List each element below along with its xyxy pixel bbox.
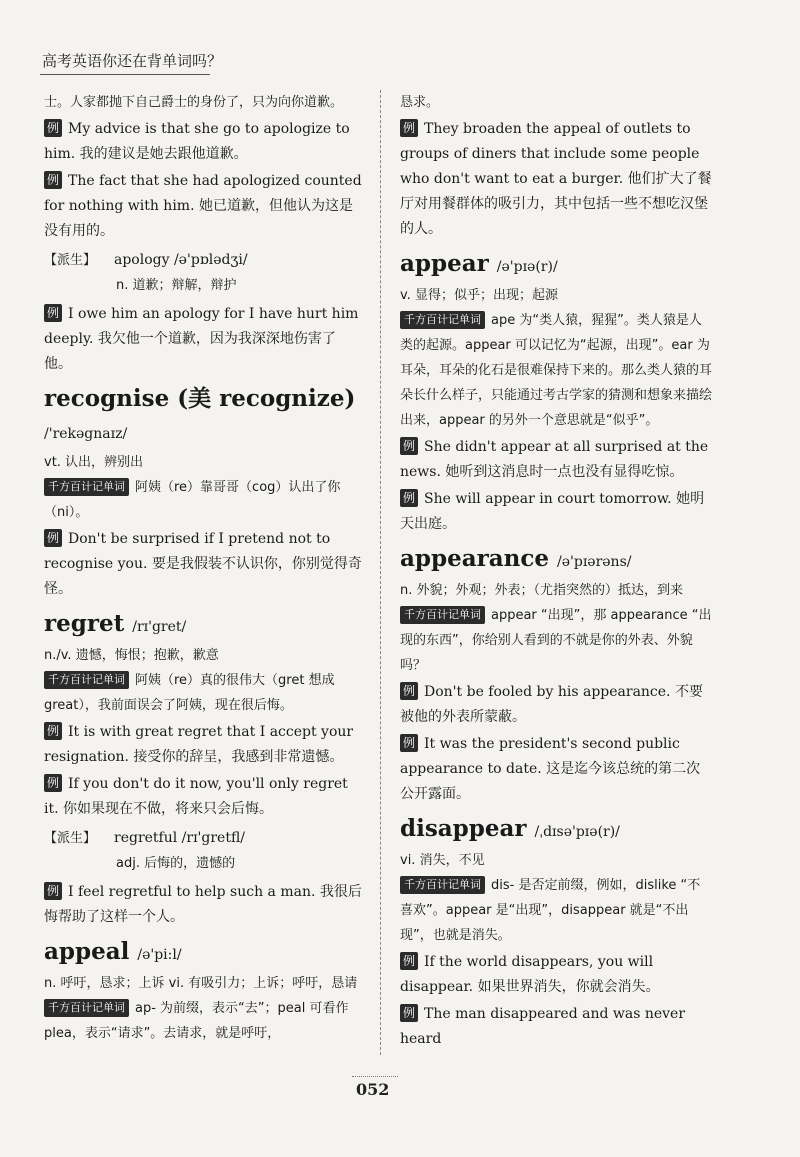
example-text: My advice is that she go to apologize to him. 我的建议是她去跟他道歉。 xyxy=(44,121,350,162)
memory-tip xyxy=(400,873,712,948)
memory-text: 阿姨（re）靠哥哥（cog）认出了你（ni）。 xyxy=(44,480,341,520)
pronunciation: /ə'pɪərəns/ xyxy=(557,554,632,570)
example-entry xyxy=(44,772,362,822)
example-text: If you don't do it now, you'll only regret it. 你如果现在不做，将来只会后悔。 xyxy=(44,776,348,817)
header-rule xyxy=(40,74,210,75)
pronunciation: /ə'pi:l/ xyxy=(137,947,182,963)
pronunciation: /ə'pɪə(r)/ xyxy=(496,259,558,275)
example-text: If the world disappears, you will disappear. 如果世界消失，你就会消失。 xyxy=(400,954,660,995)
definition: n./v. 遗憾，悔恨；抱歉，歉意 xyxy=(44,648,219,663)
headword-regret: regret /rɪ'gret/ xyxy=(44,610,187,637)
headword-disappear: disappear /ˌdɪsə'pɪə(r)/ xyxy=(400,815,620,842)
continued-text: 恳求。 xyxy=(400,95,440,110)
left-column xyxy=(44,90,362,1048)
memory-text: ap- 为前缀，表示“去”；peal 可看作 plea，表示“请求”。去请求，就是呼吁， xyxy=(44,1001,349,1041)
definition: n. 外貌；外观；外表；（尤指突然的）抵达，到来 xyxy=(400,583,684,598)
example-text: It is with great regret that I accept your resignation. 接受你的辞呈，我感到非常遗憾。 xyxy=(44,724,354,765)
memory-tip xyxy=(400,308,712,433)
example-entry xyxy=(400,435,712,485)
page-number: 052 xyxy=(356,1080,390,1099)
example-text: She didn't appear at all surprised at the news. 她听到这消息时一点也没有显得吃惊。 xyxy=(400,439,709,480)
definition: v. 显得；似乎；出现；起源 xyxy=(400,288,558,303)
derived-label: 【派生】 xyxy=(44,831,97,846)
derived-word: regretful /rɪ'gretfl/ xyxy=(114,830,246,846)
example-badge: 例 xyxy=(44,882,62,900)
continued-text: 士。人家都抛下自己爵士的身份了，只为向你道歉。 xyxy=(44,95,344,110)
example-entry xyxy=(400,487,712,537)
example-entry xyxy=(44,880,362,930)
example-text: It was the president's second public appearance to date. 这是迄今该总统的第二次公开露面。 xyxy=(400,736,701,802)
memory-badge: 千方百计记单词 xyxy=(400,606,485,624)
right-column xyxy=(400,90,712,1054)
example-badge: 例 xyxy=(44,529,62,547)
example-badge: 例 xyxy=(400,682,418,700)
memory-badge: 千方百计记单词 xyxy=(400,876,485,894)
example-text: She will appear in court tomorrow. 她明天出庭。 xyxy=(400,491,705,532)
derivative-block xyxy=(44,248,362,298)
memory-badge: 千方百计记单词 xyxy=(44,671,129,689)
memory-tip xyxy=(44,996,362,1046)
column-divider xyxy=(380,90,381,1055)
pronunciation: /rɪ'gret/ xyxy=(132,619,187,635)
memory-badge: 千方百计记单词 xyxy=(44,478,129,496)
example-entry xyxy=(400,680,712,730)
example-text: I feel regretful to help such a man. 我很后悔帮助了这样一个人。 xyxy=(44,884,362,925)
derivative-block xyxy=(44,826,362,876)
example-text: Don't be fooled by his appearance. 不要被他的外表所蒙蔽。 xyxy=(400,684,703,725)
example-entry xyxy=(400,950,712,1000)
example-text: They broaden the appeal of outlets to groups of diners that include some people who don't want to eat a burger. 他们扩大了餐厅对用餐群体的吸引力，其中包括一些不想吃汉堡的人。 xyxy=(400,121,712,237)
example-badge: 例 xyxy=(44,119,62,137)
example-badge: 例 xyxy=(44,774,62,792)
memory-text: 阿姨（re）真的很伟大（gret 想成 great），我前面误会了阿姨，现在很后悔。 xyxy=(44,673,335,713)
example-entry xyxy=(44,302,362,377)
example-text: The fact that she had apologized counted for nothing with him. 她已道歉，但他认为这是没有用的。 xyxy=(44,173,362,239)
derived-label: 【派生】 xyxy=(44,253,97,268)
definition: n. 呼吁，恳求；上诉 vi. 有吸引力；上诉；呼吁，恳请 xyxy=(44,976,358,991)
derived-definition: n. 道歉；辩解，辩护 xyxy=(116,278,237,293)
memory-tip xyxy=(44,475,362,525)
example-badge: 例 xyxy=(400,952,418,970)
example-entry xyxy=(44,169,362,244)
memory-text: ape 为“类人猿，猩猩”。类人猿是人类的起源。appear 可以记忆为“起源，出现”。ear 为耳朵，耳朵的化石是很难保持下来的。那么类人猿的耳朵长什么样子，只能通过考古学家的猜测和想象来描绘出来，appear 的另外一个意思就是“似乎”。 xyxy=(400,313,713,428)
example-badge: 例 xyxy=(44,171,62,189)
derived-word: apology /ə'pɒlədʒi/ xyxy=(114,252,248,268)
page-header: 高考英语你还在背单词吗？ xyxy=(42,52,223,70)
memory-tip xyxy=(400,603,712,678)
memory-badge: 千方百计记单词 xyxy=(44,999,129,1017)
memory-text: dis- 是否定前缀，例如，dislike “不喜欢”。appear 是“出现”，disappear 就是“不出现”，也就是消失。 xyxy=(400,878,701,943)
example-badge: 例 xyxy=(44,722,62,740)
example-badge: 例 xyxy=(400,437,418,455)
headword-recognise: recognise (美 recognize) /'rekəgnaɪz/ xyxy=(44,385,356,442)
example-entry xyxy=(44,117,362,167)
example-entry xyxy=(400,1002,712,1052)
example-badge: 例 xyxy=(400,119,418,137)
example-entry xyxy=(400,732,712,807)
page-number-rule xyxy=(352,1076,398,1077)
derived-definition: adj. 后悔的，遗憾的 xyxy=(116,856,236,871)
memory-text: appear “出现”，那 appearance “出现的东西”，你给别人看到的不就是你的外表、外貌吗？ xyxy=(400,608,712,673)
example-entry xyxy=(44,720,362,770)
example-entry xyxy=(400,117,712,242)
example-text: I owe him an apology for I have hurt him deeply. 我欠他一个道歉，因为我深深地伤害了他。 xyxy=(44,306,359,372)
definition: vi. 消失，不见 xyxy=(400,853,485,868)
memory-badge: 千方百计记单词 xyxy=(400,311,485,329)
headword-appeal: appeal /ə'pi:l/ xyxy=(44,938,182,965)
example-badge: 例 xyxy=(400,489,418,507)
pronunciation: /'rekəgnaɪz/ xyxy=(44,426,128,442)
headword-appear: appear /ə'pɪə(r)/ xyxy=(400,250,558,277)
example-badge: 例 xyxy=(44,304,62,322)
example-text: The man disappeared and was never heard xyxy=(400,1006,686,1047)
example-badge: 例 xyxy=(400,1004,418,1022)
example-entry xyxy=(44,527,362,602)
example-badge: 例 xyxy=(400,734,418,752)
memory-tip xyxy=(44,668,362,718)
example-text: Don't be surprised if I pretend not to recognise you. 要是我假装不认识你，你别觉得奇怪。 xyxy=(44,531,362,597)
pronunciation: /ˌdɪsə'pɪə(r)/ xyxy=(534,824,620,840)
definition: vt. 认出，辨别出 xyxy=(44,455,144,470)
headword-appearance: appearance /ə'pɪərəns/ xyxy=(400,545,632,572)
